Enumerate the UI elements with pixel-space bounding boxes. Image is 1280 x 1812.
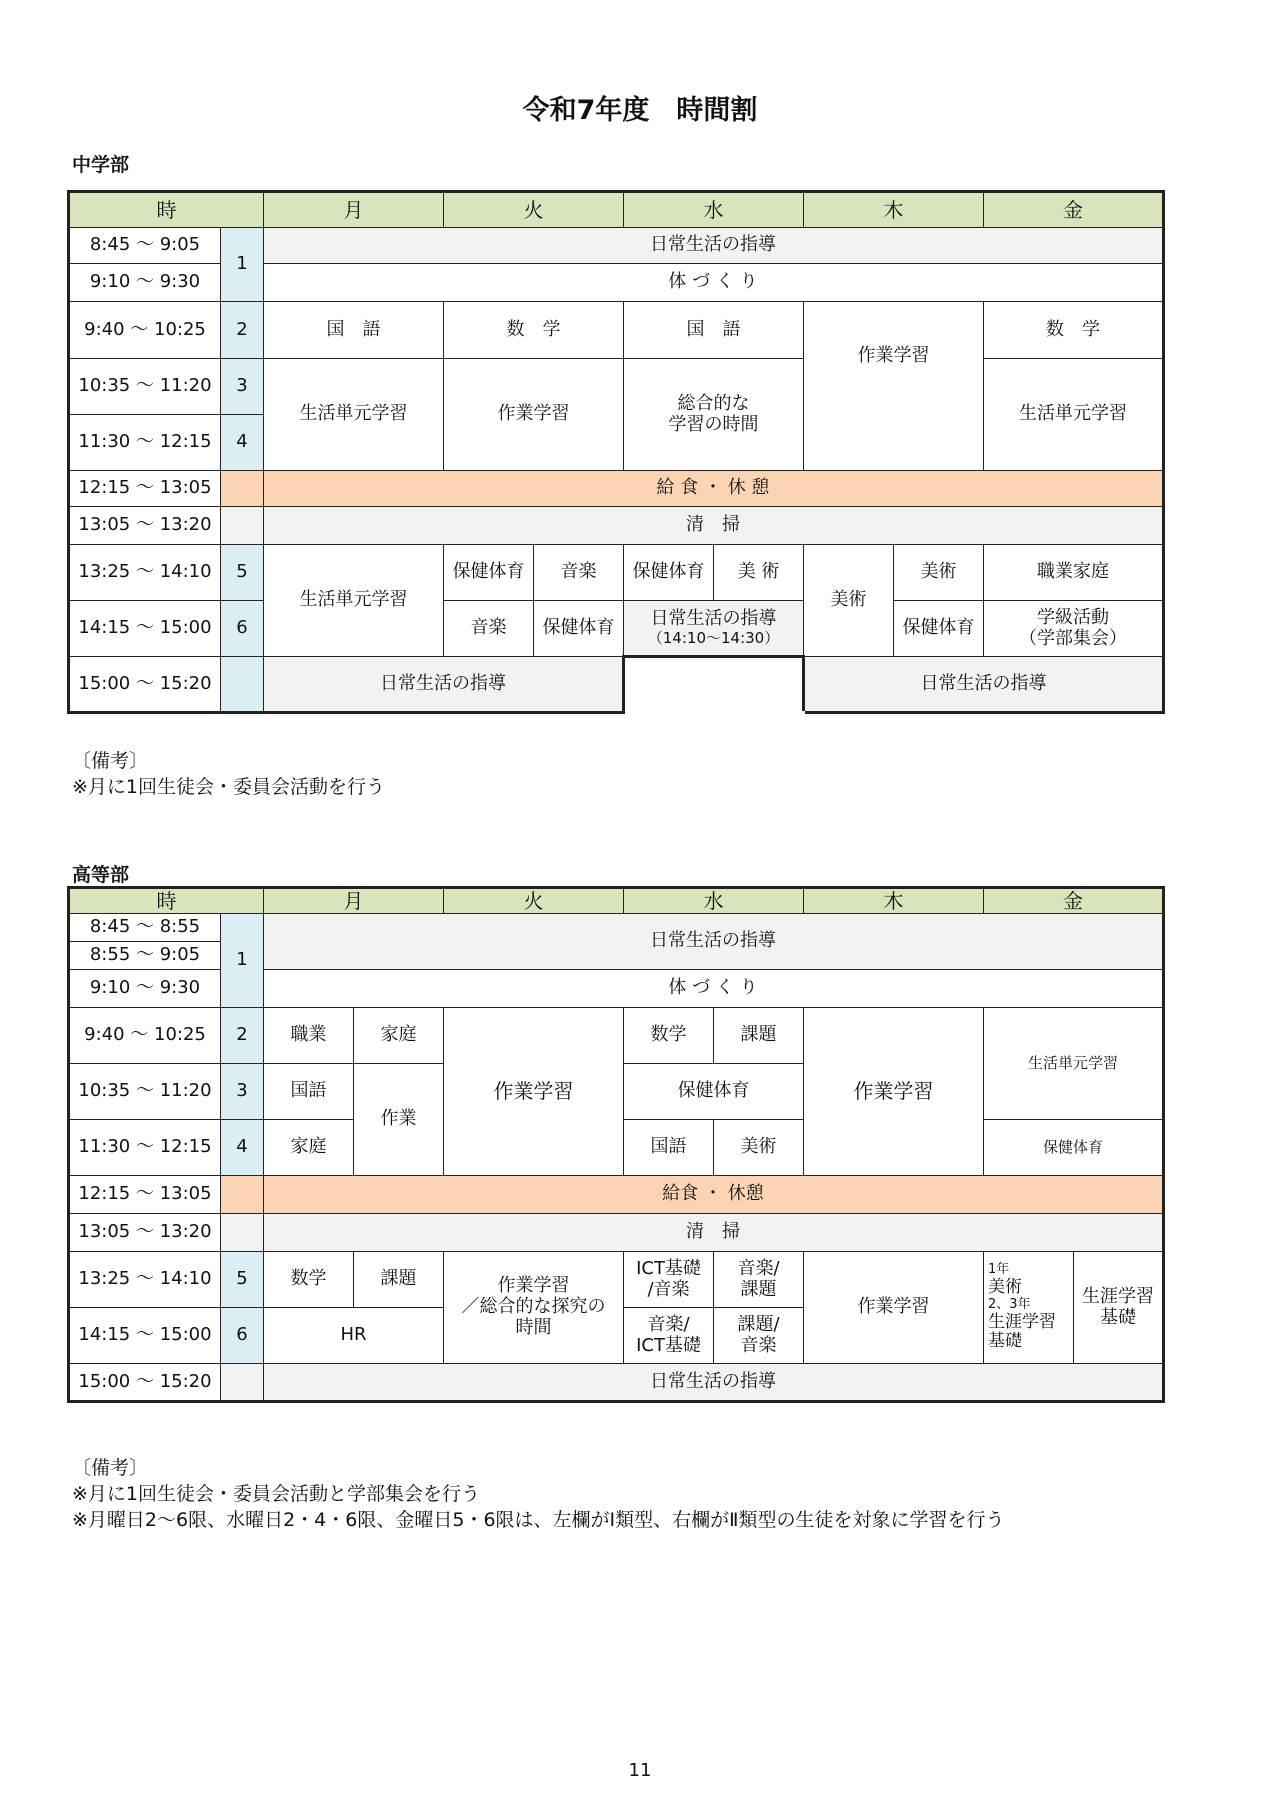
- col-header-tue: 火: [444, 888, 624, 914]
- time-cell: 9:40 ～ 10:25: [69, 1008, 221, 1064]
- class-cell: 保健体育: [894, 601, 984, 657]
- class-cell: 国語: [624, 1120, 714, 1176]
- class-text: 生涯学習: [1082, 1285, 1154, 1307]
- time-cell: 14:15 ～ 15:00: [69, 1308, 221, 1364]
- period-number: 1: [221, 228, 264, 302]
- class-cell: 生活単元学習: [264, 545, 444, 657]
- class-cell: [984, 601, 1164, 657]
- class-text: 日常生活の指導: [650, 608, 777, 630]
- class-cell: 作業学習: [444, 359, 624, 471]
- class-cell: [624, 1308, 714, 1364]
- class-cell: 美術: [894, 545, 984, 601]
- period-blank: [221, 471, 264, 507]
- class-text: ICT基礎: [636, 1334, 701, 1356]
- col-header-fri: 金: [984, 888, 1164, 914]
- time-cell: 11:30 ～ 12:15: [69, 1120, 221, 1176]
- class-cell: 課題: [714, 1008, 804, 1064]
- class-cell: [804, 302, 984, 471]
- class-cell: 音楽: [534, 545, 624, 601]
- time-cell: 11:30 ～ 12:15: [69, 415, 221, 471]
- col-header-time: 時: [69, 888, 264, 914]
- class-cell: 美術: [714, 1120, 804, 1176]
- time-cell: 12:15 ～ 13:05: [69, 471, 221, 507]
- class-text: 音楽/: [737, 1257, 780, 1279]
- period-number: 5: [221, 1252, 264, 1308]
- lunch-break-cell: 給食 ・ 休憩: [264, 1176, 1164, 1214]
- class-text: 学習の時間: [668, 413, 759, 435]
- time-cell: 10:35 ～ 11:20: [69, 359, 221, 415]
- class-text: （学部集会）: [1019, 627, 1127, 649]
- note-text-jh: ※月に1回生徒会・委員会活動を行う: [72, 776, 386, 798]
- class-text: 基礎: [1100, 1306, 1136, 1328]
- time-cell: 10:35 ～ 11:20: [69, 1064, 221, 1120]
- class-cell: 保健体育: [624, 545, 714, 601]
- time-cell: 8:55 ～ 9:05: [69, 942, 221, 970]
- class-cell: 作業: [354, 1064, 444, 1176]
- period-blank: [221, 1176, 264, 1214]
- note-heading-hs: 〔備考〕: [72, 1457, 149, 1479]
- class-cell: HR: [264, 1308, 444, 1364]
- note-text-hs-2: ※月曜日2～6限、水曜日2・4・6限、金曜日5・6限は、左欄がⅠ類型、右欄がⅡ類型の生徒を対象に学習を行う: [72, 1509, 1005, 1531]
- col-header-mon: 月: [264, 888, 444, 914]
- daily-life-cell: 日常生活の指導: [264, 914, 1164, 970]
- col-header-time: 時: [69, 192, 264, 228]
- period-number: 5: [221, 545, 264, 601]
- timetable-hs: [67, 886, 1165, 1403]
- class-cell: 国語: [264, 1064, 354, 1120]
- period-blank: [221, 1364, 264, 1402]
- lunch-break-cell: 給 食 ・ 休 憩: [264, 471, 1164, 507]
- period-number: 3: [221, 359, 264, 415]
- page-number: 11: [628, 1760, 652, 1781]
- col-header-fri: 金: [984, 192, 1164, 228]
- class-cell: 数学: [624, 1008, 714, 1064]
- time-cell: 15:00 ～ 15:20: [69, 1364, 221, 1402]
- daily-life-cell: 日常生活の指導: [804, 657, 1164, 713]
- class-cell: 数 学: [444, 302, 624, 359]
- class-cell: 数 学: [984, 302, 1164, 359]
- col-header-mon: 月: [264, 192, 444, 228]
- class-cell: 数学: [264, 1252, 354, 1308]
- empty-cell: [624, 657, 804, 713]
- time-cell: 13:05 ～ 13:20: [69, 1214, 221, 1252]
- class-text: 学級活動: [1037, 606, 1109, 628]
- time-cell: 13:05 ～ 13:20: [69, 507, 221, 545]
- time-cell: 14:15 ～ 15:00: [69, 601, 221, 657]
- class-cell: [714, 1252, 804, 1308]
- period-number: 6: [221, 601, 264, 657]
- class-text: 美術: [988, 1277, 1022, 1298]
- period-number: 3: [221, 1064, 264, 1120]
- class-cell: [1074, 1252, 1164, 1364]
- period-number: 1: [221, 914, 264, 1008]
- class-text: 1年: [988, 1262, 1010, 1278]
- time-cell: 13:25 ～ 14:10: [69, 545, 221, 601]
- class-cell: 保健体育: [984, 1120, 1164, 1176]
- class-text: 音楽: [740, 1334, 777, 1356]
- period-blank: [221, 657, 264, 713]
- class-text: 音楽/: [647, 1313, 690, 1335]
- body-building-cell: 体 づ く り: [264, 264, 1164, 302]
- time-cell: 13:25 ～ 14:10: [69, 1252, 221, 1308]
- period-blank: [221, 507, 264, 545]
- section-title-jh: 中学部: [72, 154, 130, 176]
- period-number: 4: [221, 415, 264, 471]
- page-title: 令和7年度 時間割: [522, 95, 758, 126]
- class-text: （14:10～14:30）: [647, 628, 780, 647]
- class-cell: 生活単元学習: [984, 359, 1164, 471]
- class-text: 作業学習: [497, 1275, 570, 1297]
- cleaning-cell: 清 掃: [264, 1214, 1164, 1252]
- class-cell: [624, 359, 804, 471]
- daily-life-cell: 日常生活の指導: [264, 1364, 1164, 1402]
- class-text: 総合的な: [677, 392, 750, 414]
- col-header-thu: 木: [804, 888, 984, 914]
- class-cell: 作業学習: [804, 1008, 984, 1176]
- time-cell: 8:45 ～ 8:55: [69, 914, 221, 942]
- time-cell: 15:00 ～ 15:20: [69, 657, 221, 713]
- class-cell: 音楽: [444, 601, 534, 657]
- time-cell: 12:15 ～ 13:05: [69, 1176, 221, 1214]
- col-header-wed: 水: [624, 888, 804, 914]
- class-cell: 保健体育: [534, 601, 624, 657]
- period-number: 2: [221, 302, 264, 359]
- class-text: /音楽: [647, 1278, 690, 1300]
- note-heading-jh: 〔備考〕: [72, 750, 149, 772]
- daily-life-cell: 日常生活の指導: [264, 657, 624, 713]
- class-text: 生涯学習: [988, 1311, 1056, 1332]
- period-number: 2: [221, 1008, 264, 1064]
- period-number: 4: [221, 1120, 264, 1176]
- class-cell: 美術: [804, 545, 894, 657]
- time-cell: 8:45 ～ 9:05: [69, 228, 221, 264]
- class-cell: 保健体育: [444, 545, 534, 601]
- class-cell: 職業: [264, 1008, 354, 1064]
- col-header-thu: 木: [804, 192, 984, 228]
- class-text: 基礎: [988, 1331, 1022, 1352]
- col-header-tue: 火: [444, 192, 624, 228]
- class-cell: 家庭: [264, 1120, 354, 1176]
- section-title-hs: 高等部: [72, 864, 130, 886]
- class-cell: 作業学習: [804, 1252, 984, 1364]
- cleaning-cell: 清 掃: [264, 507, 1164, 545]
- class-cell: [624, 601, 804, 657]
- body-building-cell: 体 づ く り: [264, 970, 1164, 1008]
- class-text: 課題/: [737, 1313, 780, 1335]
- timetable-jh: [67, 190, 1165, 714]
- class-cell: [984, 1252, 1074, 1364]
- class-text: 2、3年: [988, 1296, 1031, 1312]
- period-blank: [221, 1214, 264, 1252]
- class-cell: 作業学習: [444, 1008, 624, 1176]
- class-cell: 課題: [354, 1252, 444, 1308]
- class-cell: 国 語: [264, 302, 444, 359]
- class-text: ICT基礎: [636, 1257, 701, 1279]
- col-header-wed: 水: [624, 192, 804, 228]
- class-cell: 生活単元学習: [264, 359, 444, 471]
- class-cell: 職業家庭: [984, 545, 1164, 601]
- class-cell: 家庭: [354, 1008, 444, 1064]
- note-text-hs-1: ※月に1回生徒会・委員会活動と学部集会を行う: [72, 1483, 481, 1505]
- class-cell: [624, 1252, 714, 1308]
- time-cell: 9:40 ～ 10:25: [69, 302, 221, 359]
- class-cell: 保健体育: [624, 1064, 804, 1120]
- class-cell: [714, 1308, 804, 1364]
- class-text: ／総合的な探究の: [461, 1296, 606, 1318]
- class-cell: 生活単元学習: [984, 1008, 1164, 1120]
- daily-life-cell: 日常生活の指導: [264, 228, 1164, 264]
- period-number: 6: [221, 1308, 264, 1364]
- class-text: 課題: [740, 1278, 777, 1300]
- time-cell: 9:10 ～ 9:30: [69, 264, 221, 302]
- class-cell: 美 術: [714, 545, 804, 601]
- class-text: 作業学習: [857, 345, 930, 366]
- class-text: 時間: [515, 1316, 552, 1338]
- class-cell: 国 語: [624, 302, 804, 359]
- class-cell: [444, 1252, 624, 1364]
- time-cell: 9:10 ～ 9:30: [69, 970, 221, 1008]
